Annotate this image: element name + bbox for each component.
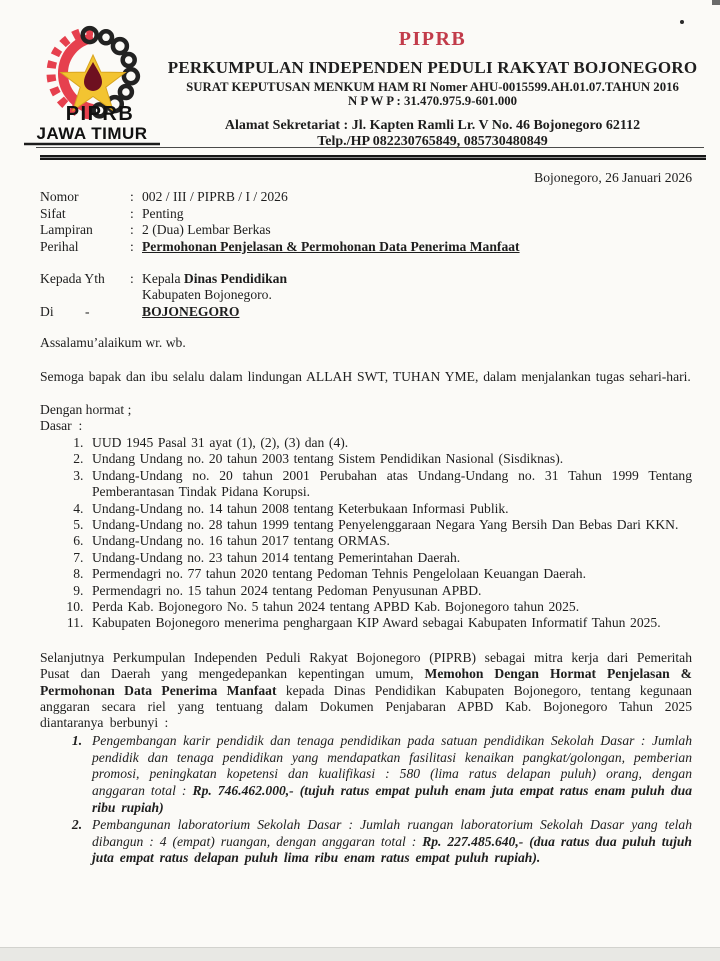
meta-value: 002 / III / PIPRB / I / 2026 (142, 189, 288, 205)
meta-colon: : (130, 189, 134, 205)
meta-colon: : (130, 222, 134, 238)
meta-label: Lampiran (40, 222, 93, 238)
request-list (40, 733, 692, 867)
chain-link-icon (124, 69, 138, 83)
meta-colon: : (130, 205, 134, 221)
opening-paragraph: Semoga bapak dan ibu selalu dalam lindungan ALLAH SWT, TUHAN YME, dalam menjalankan tugas sehari-hari. (40, 368, 691, 384)
di-label: Di (40, 303, 54, 319)
scan-edge-strip (0, 947, 720, 961)
request-item-amount: Rp. 746.462.000,- (tujuh ratus empat puluh enam juta empat ratus enam puluh dua ribu rupiah) (92, 783, 692, 815)
request-post: kepada Dinas Pendidikan Kabupaten Bojonegoro, tentang kegunaan anggaran secara riel yang tentuang dalam Dokumen Penjabaran APBD Kab. Bojonegoro Tahun 2025 diantaranya berbunyi : (40, 682, 692, 731)
recipient-label: Kepada Yth (40, 271, 105, 287)
phone-line: Telp./HP 082230765849, 085730480849 (317, 134, 548, 150)
recipient-office: Dinas Pendidikan (183, 271, 288, 287)
recipient-region: Kabupaten Bojonegoro. (142, 287, 272, 303)
scan-corner-mark (712, 0, 720, 5)
drop-icon (84, 62, 102, 91)
meta-label: Sifat (40, 205, 66, 221)
dasar-item: 7. Undang-Undang no. 23 tahun 2014 tentang Pemerintahan Daerah. (88, 550, 692, 566)
request-item-amount: Rp. 227.485.640,- (dua ratus dua puluh tujuh juta empat ratus delapan puluh lima ribu enam ratus empat puluh rupiah). (92, 833, 692, 866)
di-dash: - (85, 303, 90, 319)
request-item-text: Pengembangan karir pendidik dan tenaga pendidikan pada satuan pendidikan Sekolah Dasar : Jumlah pendidik dan tenaga pendidikan yang mendapatkan fasilitasi kenaikan pangkat/golongan, pemberian promosi, peningkatan kopetensi dan kualifikasi : 580 (lima ratus delapan puluh) orang, dengan anggaran total : (92, 732, 692, 799)
date-line: Bojonegoro, 26 Januari 2026 (534, 170, 692, 185)
recipient-indent (40, 287, 142, 303)
dasar-item: 9. Permendagri no. 15 tahun 2024 tentang Pedoman Penyusunan APBD. (88, 583, 692, 599)
meta-value-perihal: Permohonan Penjelasan & Permohonan Data Penerima Manfaat (142, 238, 520, 254)
header-thin-rule (36, 147, 704, 148)
meta-colon: : (130, 238, 134, 254)
dasar-item: 1. UUD 1945 Pasal 31 ayat (1), (2), (3) dan (4). (88, 435, 692, 451)
chain-link-icon (100, 31, 112, 43)
request-paragraph (40, 650, 692, 732)
dasar-item: 8. Permendagri no. 77 tahun 2020 tentang Pedoman Tehnis Pengelolaan Keuangan Daerah. (88, 566, 692, 582)
header-thick-rule (40, 155, 706, 160)
letterhead (160, 28, 705, 150)
recipient-prefix: Kepala (142, 271, 184, 287)
meta-row-sifat (40, 206, 692, 222)
request-item (88, 733, 692, 817)
recipient-colon: : (130, 271, 134, 287)
dasar-item: 3. Undang-Undang no. 20 tahun 2001 Perubahan atas Undang-Undang no. 31 Tahun 1999 Tentang Pemberantasan Tindak Pidana Korupsi. (88, 468, 692, 501)
request-item-text: Pembangunan laboratorium Sekolah Dasar : Jumlah ruangan laboratorium Sekolah Dasar yang telah dibangun : 4 (empat) ruangan, dengan anggaran total : (92, 816, 692, 849)
logo-region-label: JAWA TIMUR (36, 124, 148, 143)
recipient-block (40, 271, 692, 320)
request-bold: Memohon Dengan Hormat Penjelasan & Permohonan Data Penerima Manfaat (40, 666, 692, 698)
request-pre: Selanjutnya Perkumpulan Independen Peduli Rakyat Bojonegoro (PIPRB) sebagai mitra kerja dari Pemeritah Pusat dan Daerah yang mengedepankan kepentingan umum, (40, 649, 692, 682)
meta-row-perihal (40, 239, 692, 255)
meta-row-nomor (40, 189, 692, 205)
dasar-item: 11. Kabupaten Bojonegoro menerima penghargaan KIP Award sebagai Kabupaten Informatif Tahun 2025. (88, 615, 692, 631)
dasar-item: 2. Undang Undang no. 20 tahun 2003 tentang Sistem Pendidikan Nasional (Sisdiknas). (88, 451, 692, 467)
chain-link-icon (113, 39, 127, 53)
address-line: Alamat Sekretariat : Jl. Kapten Ramli Lr. V No. 46 Bojonegoro 62112 (224, 117, 641, 133)
dasar-label: Dasar (40, 418, 72, 434)
meta-row-lampiran (40, 222, 692, 238)
letter-body (40, 170, 692, 867)
meta-block (40, 189, 692, 255)
dasar-item: 6. Undang-Undang no. 16 tahun 2017 tentang ORMAS. (88, 533, 692, 549)
dasar-colon: : (78, 418, 83, 434)
meta-label: Perihal (40, 238, 79, 254)
recipient-city: BOJONEGORO (142, 303, 240, 319)
recipient-row (40, 304, 692, 320)
dasar-item: 4. Undang-Undang no. 14 tahun 2008 tentang Keterbukaan Informasi Publik. (88, 501, 692, 517)
chain-link-icon (120, 86, 132, 98)
recipient-row (40, 287, 692, 303)
dasar-item: 10. Perda Kab. Bojonegoro No. 5 tahun 2024 tentang APBD Kab. Bojonegoro tahun 2025. (88, 599, 692, 615)
piprb-logo (18, 25, 168, 150)
dasar-list (40, 435, 692, 632)
request-item (88, 817, 692, 867)
salutation: Assalamu’alaikum wr. wb. (40, 335, 186, 351)
logo-abbr-label: PIPRB (65, 103, 135, 125)
hormat-line: Dengan hormat ; (40, 402, 132, 418)
dasar-label-row (40, 418, 692, 434)
npwp-line: N P W P : 31.470.975.9-601.000 (347, 94, 518, 109)
recipient-row (40, 271, 692, 287)
meta-value: Penting (142, 205, 184, 221)
sk-line: SURAT KEPUTUSAN MENKUM HAM RI Nomer AHU-0015599.AH.01.07.TAHUN 2016 (186, 79, 679, 94)
org-name: PERKUMPULAN INDEPENDEN PEDULI RAKYAT BOJONEGORO (167, 58, 698, 77)
meta-value: 2 (Dua) Lembar Berkas (142, 222, 271, 238)
recipient-name (142, 271, 287, 287)
scan-speck (680, 20, 684, 24)
meta-label: Nomor (40, 189, 79, 205)
dasar-item: 5. Undang-Undang no. 28 tahun 1999 tentang Penyelenggaraan Negara Yang Bersih Dan Bebas Dari KKN. (88, 517, 692, 533)
org-abbr: PIPRB (398, 28, 467, 50)
chain-link-icon (123, 54, 135, 66)
